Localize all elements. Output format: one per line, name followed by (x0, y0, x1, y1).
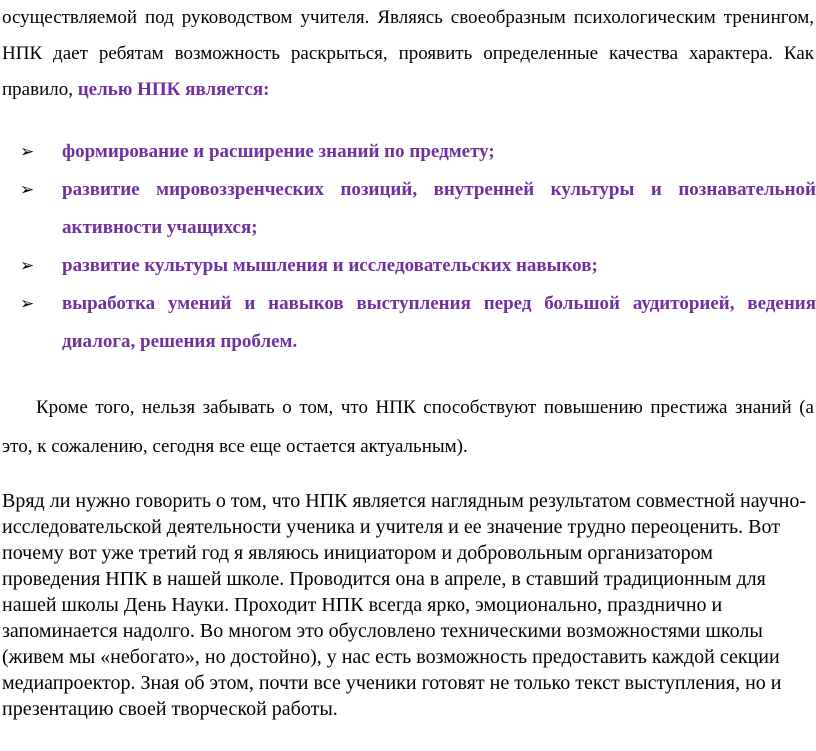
intro-accent: целью НПК является: (77, 79, 270, 100)
list-item (20, 285, 816, 361)
middle-paragraph: Кроме того, нельзя забывать о том, что НПК способствуют повышению престижа знаний (а это, к сожалению, сегодня все еще остается актуальным). (2, 397, 814, 457)
goal-text: выработка умений и навыков выступления перед большой аудиторией, ведения диалога, решения проблем. (62, 293, 816, 352)
arrow-bullet-icon: ➢ (20, 294, 35, 314)
intro-paragraph (2, 0, 814, 108)
list-item (20, 171, 816, 247)
goal-text: развитие мировоззренческих позиций, внутренней культуры и познавательной активности учащихся; (62, 179, 816, 238)
goal-text: развитие культуры мышления и исследовательских навыков; (62, 255, 598, 276)
arrow-bullet-icon: ➢ (20, 180, 35, 200)
arrow-bullet-icon: ➢ (20, 142, 35, 162)
list-item (20, 247, 816, 285)
goal-text: формирование и расширение знаний по предмету; (62, 141, 495, 162)
intro-text: осуществляемой под руководством учителя. Являясь своеобразным психологическим тренингом, НПК дает ребятам возможность раскрыться, проявить определенные качества характера. Как правило, (2, 7, 814, 100)
arrow-bullet-icon: ➢ (20, 256, 35, 276)
bottom-paragraph: Вряд ли нужно говорить о том, что НПК является наглядным результатом совместной научно-исследовательской деятельности ученика и учителя и ее значение трудно переоценить. Вот почему вот уже третий год я являюсь инициатором и добровольным организатором проведения НПК в нашей школе. Проводится она в апреле, в ставший традиционным для нашей школы День Науки. Проходит НПК всегда ярко, эмоционально, празднично и запоминается надолго. Во многом это обусловлено техническими возможностями школы (живем мы «небогато», но достойно), у нас есть возможность предоставить каждой секции медиапроектор. Зная об этом, почти все ученики готовят не только текст выступления, но и презентацию своей творческой работы. (2, 490, 807, 720)
goals-list (20, 133, 816, 361)
list-item (20, 133, 816, 171)
